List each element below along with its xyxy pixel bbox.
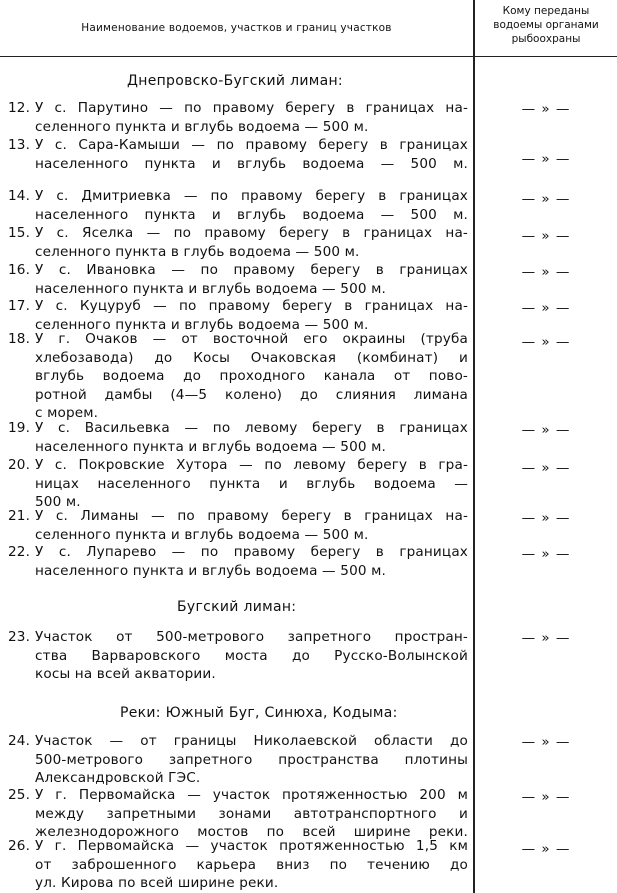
header-recipient-line: Кому переданы — [502, 5, 590, 17]
ditto-mark: — » — — [521, 789, 571, 805]
section-title: Днепровско-Бугский лиман: — [127, 73, 343, 89]
ditto-mark: — » — — [521, 510, 571, 526]
header-column-recipient — [475, 4, 617, 56]
item-line: У г. Первомайска — участок протяженностью 1,5 км — [35, 838, 468, 854]
item-line: населенного пункта и вглубь водоема — 500 м. — [35, 155, 468, 172]
ditto-mark: — » — — [521, 841, 571, 857]
item-line: между запретными зонами автотранспортного и — [35, 805, 468, 822]
column-divider — [473, 0, 475, 893]
header-recipient-line: рыбоохраны — [511, 33, 581, 45]
item-line: У г. Очаков — от восточной его окраины (труба — [35, 331, 468, 347]
item-line: Участок — от границы Николаевской области до — [35, 733, 468, 749]
item-number: 15. — [8, 225, 31, 241]
item-line: селенного пункта и вглубь водоема — 500 м. — [35, 526, 369, 543]
item-number: 17. — [8, 298, 31, 314]
item-line: У с. Ивановка — по правому берегу в границах — [35, 262, 468, 278]
ditto-mark: — » — — [521, 228, 571, 244]
item-line: вглубь водоема до проходного канала от пово- — [35, 368, 468, 385]
header-recipient-line: водоемы органами — [493, 19, 599, 31]
item-number: 25. — [8, 787, 31, 803]
item-line: Александровской ГЭС. — [35, 770, 201, 787]
item-line: с морем. — [35, 405, 99, 422]
item-line: У с. Васильевка — по левому берегу в границах — [35, 420, 468, 436]
header-column-name: Наименование водоемов, участков и границ участков — [81, 22, 392, 34]
item-line: ротной дамбы (4—5 колено) до слияния лимана — [35, 386, 468, 403]
item-line: ства Варваровского моста до Русско-Волынской — [35, 647, 468, 664]
item-number: 22. — [8, 544, 31, 560]
item-line: У с. Дмитриевка — по правому берегу в границах — [35, 188, 468, 204]
item-line: У с. Куцуруб — по правому берегу в границах на- — [35, 298, 468, 314]
item-number: 18. — [8, 331, 31, 347]
item-line: У г. Первомайска — участок протяженностью 200 м — [35, 787, 468, 803]
item-number: 26. — [8, 838, 31, 854]
item-number: 13. — [8, 137, 31, 153]
item-line: населенного пункта и вглубь водоема — 500 м. — [35, 206, 468, 223]
ditto-mark: — » — — [521, 734, 571, 750]
item-line: У с. Лупарево — по правому берегу в границах — [35, 544, 468, 560]
item-line: 500 м. — [35, 494, 81, 511]
item-number: 14. — [8, 188, 31, 204]
ditto-mark: — » — — [521, 151, 571, 167]
item-line: хлебозавода) до Косы Очаковская (комбинат) и — [35, 349, 468, 366]
item-number: 20. — [8, 457, 31, 473]
section-title: Реки: Южный Буг, Синюха, Кодыма: — [120, 705, 398, 721]
item-line: 500-метрового запретного пространства плотины — [35, 751, 468, 768]
ditto-mark: — » — — [521, 300, 571, 316]
ditto-mark: — » — — [521, 334, 571, 350]
item-line: У с. Сара-Камыши — по правому берегу в границах — [35, 137, 468, 153]
item-line: населенного пункта и вглубь водоема — 500 м. — [35, 280, 387, 297]
item-line: населенного пункта и вглубь водоема — 500 м. — [35, 562, 387, 579]
item-line: селенного пункта и вглубь водоема — 500 м. — [35, 316, 369, 333]
item-line: У с. Покровские Хутора — по левому берегу в гра- — [35, 457, 468, 473]
ditto-mark: — » — — [521, 630, 571, 646]
section-title: Бугский лиман: — [177, 599, 297, 615]
ditto-mark: — » — — [521, 546, 571, 562]
item-number: 21. — [8, 508, 31, 524]
item-line: У с. Лиманы — по правому берегу в границах на- — [35, 508, 468, 524]
ditto-mark: — » — — [521, 101, 571, 117]
item-line: от заброшенного карьера вниз по течению до — [35, 856, 468, 873]
item-line: селенного пункта и вглубь водоема — 500 м. — [35, 118, 369, 135]
item-line: селенного пункта в глубь водоема — 500 м. — [35, 243, 360, 260]
item-line: ницах населенного пункта и вглубь водоема — — [35, 475, 468, 492]
item-line: У с. Яселка — по правому берегу в границах на- — [35, 225, 468, 241]
item-number: 19. — [8, 420, 31, 436]
item-number: 16. — [8, 262, 31, 278]
item-line: населенного пункта и вглубь водоема — 500 м. — [35, 438, 387, 455]
item-line: Участок от 500-метрового запретного простран- — [35, 629, 468, 645]
item-number: 24. — [8, 733, 31, 749]
ditto-mark: — » — — [521, 264, 571, 280]
ditto-mark: — » — — [521, 460, 571, 476]
item-line: У с. Парутино — по правому берегу в границах на- — [35, 100, 468, 116]
item-number: 23. — [8, 629, 31, 645]
ditto-mark: — » — — [521, 191, 571, 207]
table-header — [0, 0, 617, 57]
item-line: косы на всей акватории. — [35, 666, 216, 683]
ditto-mark: — » — — [521, 422, 571, 438]
item-line: железнодорожного мостов по всей ширине реки. — [35, 824, 468, 841]
item-line: ул. Кирова по всей ширине реки. — [35, 875, 279, 892]
item-number: 12. — [8, 100, 31, 116]
